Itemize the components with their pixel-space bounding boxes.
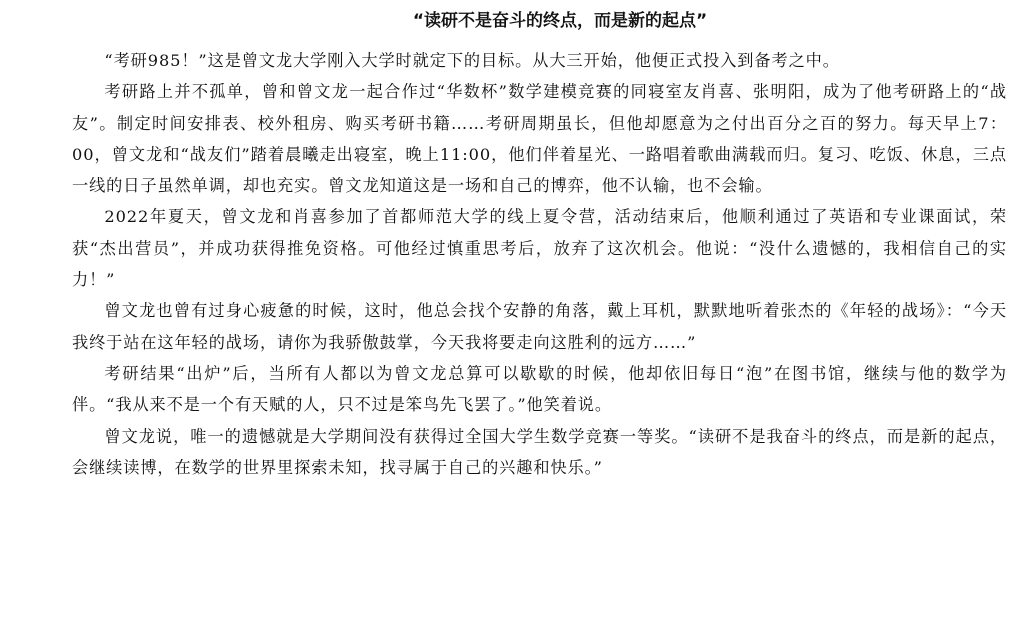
paragraph-3: 2022年夏天，曾文龙和肖喜参加了首都师范大学的线上夏令营，活动结束后，他顺利通过了英语和专业课面试，荣获“杰出营员”，并成功获得推免资格。可他经过慎重思考后，放弃了这次机会。他说：“没什么遗憾的，我相信自己的实力！” — [72, 207, 1007, 290]
paragraph-5: 考研结果“出炉”后，当所有人都以为曾文龙总算可以歇歇的时候，他却依旧每日“泡”在图书馆，继续与他的数学为伴。“我从来不是一个有天赋的人，只不过是笨鸟先飞罢了。”他笑着说。 — [72, 363, 1007, 415]
article-body — [72, 45, 1007, 483]
paragraph-1: “考研985！”这是曾文龙大学刚入大学时就定下的目标。从大三开始，他便正式投入到备考之中。 — [104, 51, 840, 70]
paragraph-6: 曾文龙说，唯一的遗憾就是大学期间没有获得过全国大学生数学竞赛一等奖。“读研不是我奋斗的终点，而是新的起点，会继续读博，在数学的世界里探索未知，找寻属于自己的兴趣和快乐。” — [72, 426, 1007, 477]
article-title: “读研不是奋斗的终点，而是新的起点” — [412, 11, 708, 31]
paragraph-4: 曾文龙也曾有过身心疲惫的时候，这时，他总会找个安静的角落，戴上耳机，默默地听着张杰的《年轻的战场》：“今天我终于站在这年轻的战场，请你为我骄傲鼓掌，今天我将要走向这胜利的远方……” — [72, 301, 1007, 352]
paragraph-2: 考研路上并不孤单，曾和曾文龙一起合作过“华数杯”数学建模竞赛的同寝室友肖喜、张明阳，成为了他考研路上的“战友”。制定时间安排表、校外租房、购买考研书籍……考研周期虽长，但他却愿意为之付出百分之百的努力。每天早上7：00，曾文龙和“战友们”踏着晨曦走出寝室，晚上11:00，他们伴着星光、一路唱着歌曲满载而归。复习、吃饭、休息，三点一线的日子虽然单调，却也充实。曾文龙知道这是一场和自己的博弈，他不认输，也不会输。 — [72, 82, 1007, 196]
